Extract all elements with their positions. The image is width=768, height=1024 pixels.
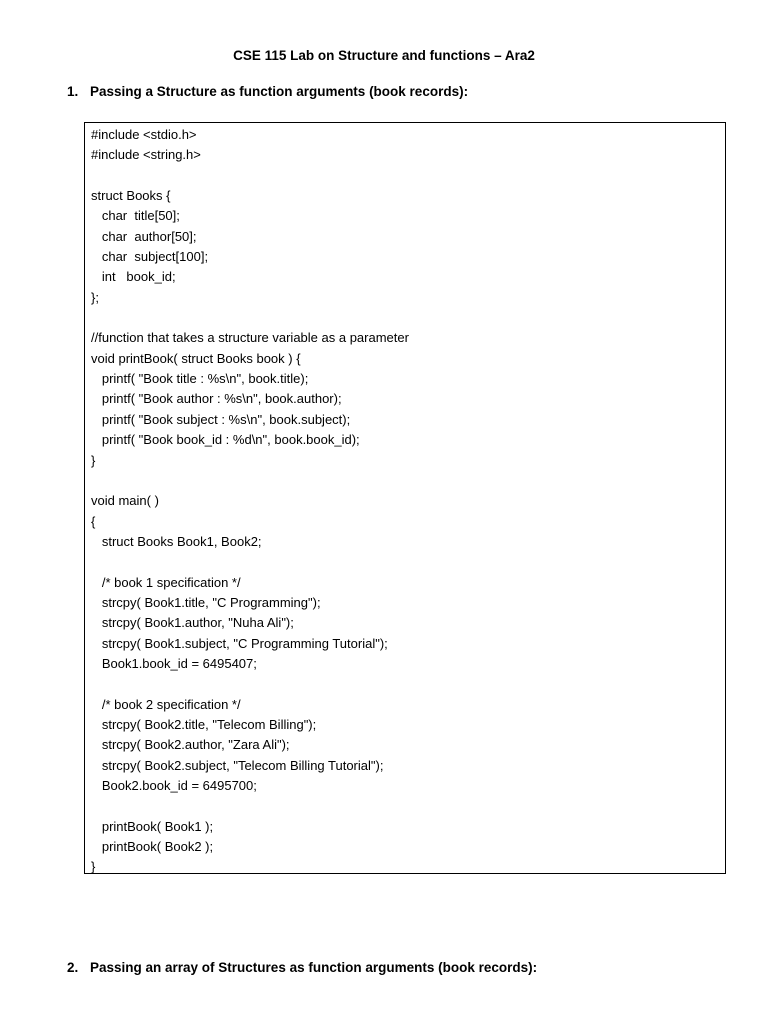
code-line: Book1.book_id = 6495407; xyxy=(91,655,257,671)
section-number: 1. xyxy=(67,84,79,99)
code-line: //function that takes a structure variable as a parameter xyxy=(91,330,409,346)
section-heading-text: Passing an array of Structures as function arguments (book records): xyxy=(90,960,538,975)
code-line: #include <stdio.h> xyxy=(91,127,197,142)
code-line: Book2.book_id = 6495700; xyxy=(91,778,257,793)
code-line: char subject[100]; xyxy=(91,249,209,265)
page-title: CSE 115 Lab on Structure and functions – Ara2 xyxy=(233,48,535,63)
code-listing-box xyxy=(84,122,726,874)
code-line: strcpy( Book1.subject, "C Programming Tutorial"); xyxy=(91,635,388,651)
section-heading-2 xyxy=(67,958,537,978)
code-line: printf( "Book title : %s\n", book.title); xyxy=(91,371,309,387)
code-line: /* book 1 specification */ xyxy=(91,574,241,590)
code-line: void main( ) xyxy=(91,493,159,509)
code-line: printf( "Book book_id : %d\n", book.book_id); xyxy=(91,432,360,448)
code-line xyxy=(91,471,725,491)
code-line xyxy=(91,552,725,572)
section-heading-text: Passing a Structure as function arguments (book records): xyxy=(90,84,469,99)
code-line xyxy=(91,166,725,186)
code-line: } xyxy=(91,452,96,468)
code-line: /* book 2 specification */ xyxy=(91,696,241,712)
code-line: struct Books { xyxy=(91,188,171,204)
code-line: printBook( Book2 ); xyxy=(91,839,214,855)
code-line: strcpy( Book1.author, "Nuha Ali"); xyxy=(91,615,294,631)
code-line: printf( "Book author : %s\n", book.author); xyxy=(91,391,342,407)
code-line: strcpy( Book2.title, "Telecom Billing"); xyxy=(91,716,317,732)
code-line: printBook( Book1 ); xyxy=(91,818,214,834)
code-line: char author[50]; xyxy=(91,228,197,244)
section-heading-1 xyxy=(67,82,468,102)
code-line xyxy=(91,796,725,816)
code-line xyxy=(91,308,725,328)
code-line: int book_id; xyxy=(91,269,176,285)
code-line: void printBook( struct Books book ) { xyxy=(91,350,301,366)
code-line: struct Books Book1, Book2; xyxy=(91,533,262,549)
code-line: }; xyxy=(91,289,99,305)
section-number: 2. xyxy=(67,960,79,975)
code-line: strcpy( Book2.author, "Zara Ali"); xyxy=(91,737,290,753)
code-line: char title[50]; xyxy=(91,208,180,224)
code-line: strcpy( Book1.title, "C Programming"); xyxy=(91,594,321,610)
code-line: { xyxy=(91,513,96,529)
code-line xyxy=(91,674,725,694)
code-line: #include <string.h> xyxy=(91,147,201,163)
code-line: printf( "Book subject : %s\n", book.subject); xyxy=(91,411,351,427)
code-line: strcpy( Book2.subject, "Telecom Billing Tutorial"); xyxy=(91,757,384,773)
code-line: } xyxy=(91,859,96,875)
